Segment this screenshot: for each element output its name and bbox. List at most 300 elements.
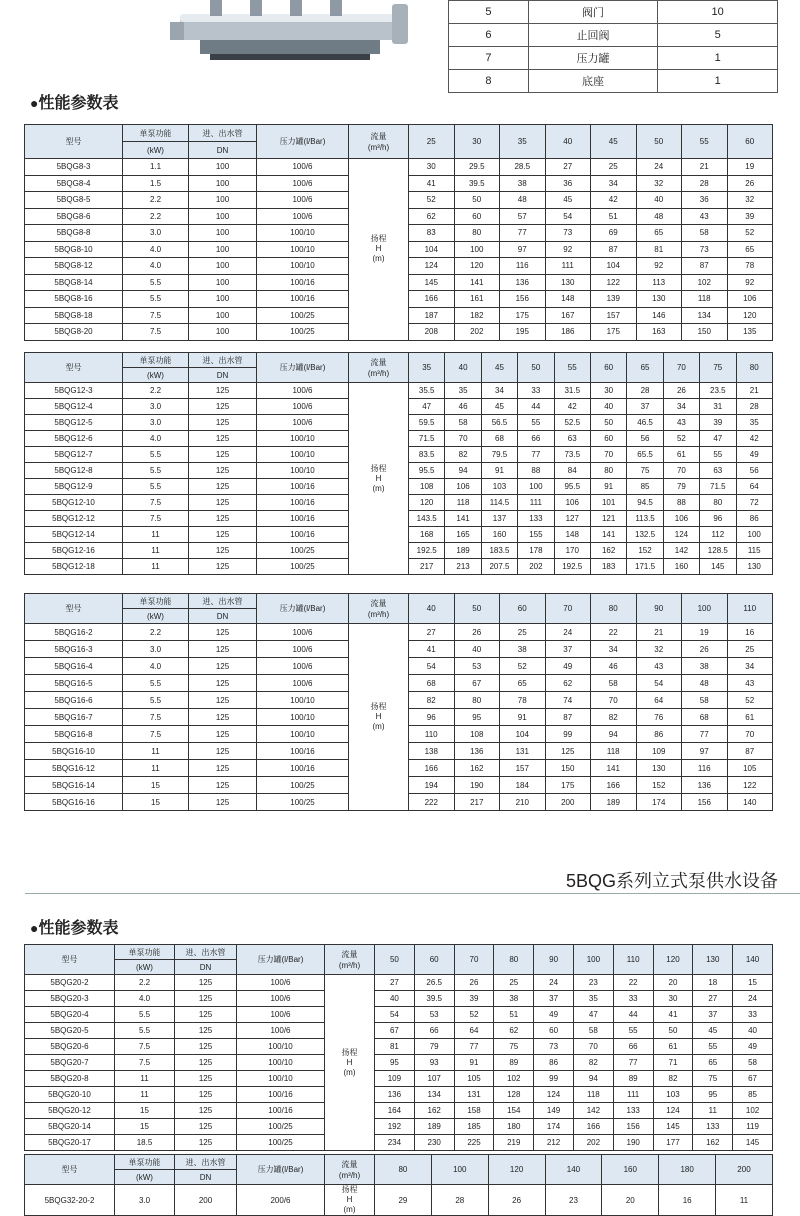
dn-cell: 100 [189, 192, 257, 209]
head-value-cell: 41 [653, 1007, 693, 1023]
head-value-cell: 56 [627, 431, 663, 447]
head-value-cell: 168 [409, 527, 445, 543]
parts-row [449, 70, 778, 93]
head-value-cell: 37 [545, 641, 591, 658]
model-cell: 5BQG20-14 [25, 1119, 115, 1135]
head-value-cell: 43 [727, 675, 773, 692]
head-value-cell: 26 [454, 975, 494, 991]
head-value-cell: 141 [590, 527, 626, 543]
dn-cell: 125 [189, 692, 257, 709]
head-value-cell: 65 [727, 241, 773, 258]
head-value-cell: 80 [700, 495, 736, 511]
table-header-row [25, 945, 773, 960]
head-value-cell: 100 [736, 527, 772, 543]
head-value-cell: 121 [590, 511, 626, 527]
tank-cell: 100/16 [257, 479, 349, 495]
head-value-cell: 148 [554, 527, 590, 543]
head-value-cell: 177 [653, 1135, 693, 1151]
flow-value-header: 120 [653, 945, 693, 975]
head-value-cell: 66 [518, 431, 554, 447]
table-row [25, 991, 773, 1007]
dn-cell: 125 [189, 760, 257, 777]
power-cell: 7.5 [115, 1039, 175, 1055]
head-value-cell: 62 [409, 208, 455, 225]
header-flow-unit: (m³/h) [367, 142, 390, 152]
header-power-unit: (kW) [115, 1170, 175, 1185]
flow-value-header: 75 [700, 353, 736, 383]
flow-value-header: 80 [736, 353, 772, 383]
head-value-cell: 88 [518, 463, 554, 479]
head-value-cell: 45 [693, 1023, 733, 1039]
head-value-cell: 106 [727, 291, 773, 308]
head-value-cell: 118 [682, 291, 728, 308]
head-value-cell: 55 [613, 1023, 653, 1039]
head-value-cell: 46 [591, 658, 637, 675]
head-value-cell: 213 [445, 559, 481, 575]
power-cell: 11 [115, 1071, 175, 1087]
head-label-symbol: H [346, 1057, 353, 1067]
head-value-cell: 73 [534, 1039, 574, 1055]
header-flow [349, 125, 409, 159]
head-value-cell: 26 [727, 175, 773, 192]
head-value-cell: 57 [500, 208, 546, 225]
head-value-cell: 81 [375, 1039, 415, 1055]
head-value-cell: 48 [636, 208, 682, 225]
head-value-cell: 58 [445, 415, 481, 431]
head-value-cell: 70 [445, 431, 481, 447]
parts-cell: 1 [658, 47, 778, 70]
table-row [25, 159, 773, 176]
head-value-cell: 64 [636, 692, 682, 709]
model-cell: 5BQG12-6 [25, 431, 123, 447]
table-row [25, 1007, 773, 1023]
parts-list-table [448, 0, 778, 93]
head-value-cell: 100 [518, 479, 554, 495]
dn-cell: 125 [189, 431, 257, 447]
head-value-cell: 157 [591, 307, 637, 324]
head-value-cell: 28 [431, 1185, 488, 1216]
head-value-cell: 162 [590, 543, 626, 559]
head-value-cell: 58 [591, 675, 637, 692]
header-model: 型号 [25, 353, 123, 383]
head-value-cell: 52 [454, 1007, 494, 1023]
model-cell: 5BQG20-10 [25, 1087, 115, 1103]
tank-cell: 100/16 [257, 495, 349, 511]
table-row [25, 1023, 773, 1039]
head-value-cell: 11 [716, 1185, 773, 1216]
dn-cell: 125 [175, 1023, 237, 1039]
model-cell: 5BQG12-12 [25, 511, 123, 527]
head-value-cell: 175 [591, 324, 637, 341]
tank-cell: 100/10 [257, 692, 349, 709]
head-value-cell: 33 [733, 1007, 773, 1023]
power-cell: 11 [115, 1087, 175, 1103]
tank-cell: 100/6 [257, 641, 349, 658]
head-value-cell: 34 [591, 175, 637, 192]
head-value-cell: 53 [454, 658, 500, 675]
head-value-cell: 26 [454, 624, 500, 641]
head-value-cell: 52 [409, 192, 455, 209]
head-value-cell: 67 [375, 1023, 415, 1039]
head-value-cell: 40 [636, 192, 682, 209]
head-value-cell: 50 [653, 1023, 693, 1039]
head-value-cell: 80 [454, 225, 500, 242]
head-value-cell: 52.5 [554, 415, 590, 431]
dn-cell: 125 [189, 447, 257, 463]
flow-value-header: 70 [663, 353, 699, 383]
flow-value-header: 100 [682, 594, 728, 624]
tank-cell: 100/10 [237, 1039, 325, 1055]
head-value-cell: 189 [445, 543, 481, 559]
power-cell: 11 [123, 527, 189, 543]
model-cell: 5BQG16-7 [25, 709, 123, 726]
head-value-cell: 35 [736, 415, 772, 431]
power-cell: 7.5 [123, 709, 189, 726]
performance-table-5bqg12 [24, 352, 773, 575]
head-value-cell: 25 [500, 624, 546, 641]
head-value-cell: 71 [653, 1055, 693, 1071]
header-power-unit: (kW) [123, 142, 189, 159]
model-cell: 5BQG16-6 [25, 692, 123, 709]
tank-cell: 100/25 [257, 324, 349, 341]
header-flow-unit: (m³/h) [338, 960, 361, 970]
head-value-cell: 68 [682, 709, 728, 726]
head-value-cell: 58 [733, 1055, 773, 1071]
head-value-cell: 38 [500, 175, 546, 192]
head-value-cell: 136 [500, 274, 546, 291]
head-value-cell: 212 [534, 1135, 574, 1151]
head-value-cell: 120 [727, 307, 773, 324]
head-value-cell: 109 [375, 1071, 415, 1087]
head-value-cell: 119 [733, 1119, 773, 1135]
flow-value-header: 160 [602, 1155, 659, 1185]
head-value-cell: 39 [727, 208, 773, 225]
tank-cell: 100/6 [257, 192, 349, 209]
head-value-cell: 55 [700, 447, 736, 463]
head-value-cell: 122 [727, 777, 773, 794]
dn-cell: 125 [189, 383, 257, 399]
model-cell: 5BQG16-4 [25, 658, 123, 675]
head-value-cell: 189 [414, 1119, 454, 1135]
head-value-cell: 43 [663, 415, 699, 431]
head-value-cell: 148 [545, 291, 591, 308]
parts-cell: 8 [449, 70, 529, 93]
power-cell: 15 [115, 1119, 175, 1135]
head-value-cell: 32 [636, 175, 682, 192]
head-value-cell: 210 [500, 794, 546, 811]
head-value-cell: 109 [636, 743, 682, 760]
power-cell: 3.0 [123, 415, 189, 431]
head-value-cell: 133 [613, 1103, 653, 1119]
head-value-cell: 42 [591, 192, 637, 209]
head-value-cell: 53 [414, 1007, 454, 1023]
head-value-cell: 74 [545, 692, 591, 709]
header-tank: 压力罐(l/Bar) [237, 1155, 325, 1185]
flow-value-header: 45 [591, 125, 637, 159]
head-value-cell: 34 [591, 641, 637, 658]
parts-row [449, 1, 778, 24]
head-value-cell: 101 [590, 495, 626, 511]
head-value-cell: 52 [500, 658, 546, 675]
head-value-cell: 134 [414, 1087, 454, 1103]
head-value-cell: 146 [636, 307, 682, 324]
header-flow-label: 流量 [370, 357, 387, 367]
model-cell: 5BQG12-18 [25, 559, 123, 575]
head-value-cell: 24 [733, 991, 773, 1007]
head-value-cell: 133 [518, 511, 554, 527]
table-row [25, 1185, 773, 1216]
header-pipe: 进、出水管 [189, 353, 257, 368]
head-label-unit: (m) [372, 254, 385, 264]
head-value-cell: 162 [693, 1135, 733, 1151]
head-value-cell: 230 [414, 1135, 454, 1151]
head-value-cell: 22 [613, 975, 653, 991]
header-model: 型号 [25, 1155, 115, 1185]
dn-cell: 100 [189, 324, 257, 341]
dn-cell: 125 [175, 975, 237, 991]
tank-cell: 100/25 [237, 1135, 325, 1151]
flow-value-header: 140 [545, 1155, 602, 1185]
model-cell: 5BQG12-3 [25, 383, 123, 399]
table-header-row [25, 353, 773, 368]
head-value-cell: 94 [591, 726, 637, 743]
power-cell: 3.0 [123, 641, 189, 658]
header-power: 单泵功能 [115, 945, 175, 960]
head-value-cell: 157 [500, 760, 546, 777]
head-value-cell: 76 [636, 709, 682, 726]
head-value-cell: 174 [636, 794, 682, 811]
dn-cell: 125 [175, 1007, 237, 1023]
head-value-cell: 192.5 [409, 543, 445, 559]
head-value-cell: 217 [409, 559, 445, 575]
head-value-cell: 160 [663, 559, 699, 575]
head-value-cell: 125 [545, 743, 591, 760]
tank-cell: 100/6 [257, 415, 349, 431]
table-row [25, 1071, 773, 1087]
divider [25, 893, 800, 894]
dn-cell: 125 [189, 794, 257, 811]
head-value-cell: 166 [409, 760, 455, 777]
head-value-cell: 91 [590, 479, 626, 495]
head-value-cell: 70 [727, 726, 773, 743]
table-row [25, 1119, 773, 1135]
header-pipe-unit: DN [175, 960, 237, 975]
head-value-cell: 31.5 [554, 383, 590, 399]
head-value-cell: 137 [481, 511, 517, 527]
head-value-cell: 55 [518, 415, 554, 431]
header-flow-unit: (m³/h) [367, 609, 390, 619]
head-value-cell: 95.5 [554, 479, 590, 495]
head-value-cell: 100 [454, 241, 500, 258]
head-value-cell: 96 [700, 511, 736, 527]
head-value-cell: 89 [494, 1055, 534, 1071]
head-value-cell: 65 [636, 225, 682, 242]
head-value-cell: 28 [682, 175, 728, 192]
head-value-cell: 164 [375, 1103, 415, 1119]
head-value-cell: 83.5 [409, 447, 445, 463]
head-value-cell: 192 [375, 1119, 415, 1135]
flow-value-header: 100 [573, 945, 613, 975]
head-value-cell: 163 [636, 324, 682, 341]
head-label-text: 扬程 [341, 1185, 358, 1194]
tank-cell: 100/10 [257, 258, 349, 275]
head-value-cell: 28 [627, 383, 663, 399]
head-value-cell: 115 [736, 543, 772, 559]
model-cell: 5BQG20-8 [25, 1071, 115, 1087]
power-cell: 7.5 [123, 511, 189, 527]
table-row [25, 975, 773, 991]
power-cell: 2.2 [115, 975, 175, 991]
dn-cell: 125 [175, 991, 237, 1007]
head-value-cell: 50 [590, 415, 626, 431]
head-value-cell: 160 [481, 527, 517, 543]
header-pipe: 进、出水管 [175, 945, 237, 960]
head-value-cell: 185 [454, 1119, 494, 1135]
model-cell: 5BQG8-8 [25, 225, 123, 242]
power-cell: 5.5 [123, 291, 189, 308]
head-value-cell: 165 [445, 527, 481, 543]
head-value-cell: 26 [682, 641, 728, 658]
head-value-cell: 60 [534, 1023, 574, 1039]
head-value-cell: 48 [682, 675, 728, 692]
head-value-cell: 95 [454, 709, 500, 726]
head-value-cell: 94 [573, 1071, 613, 1087]
head-value-cell: 44 [613, 1007, 653, 1023]
parts-cell: 阀门 [528, 1, 658, 24]
head-value-cell: 49 [534, 1007, 574, 1023]
head-value-cell: 155 [518, 527, 554, 543]
power-cell: 7.5 [115, 1055, 175, 1071]
head-value-cell: 70 [663, 463, 699, 479]
head-value-cell: 97 [500, 241, 546, 258]
head-value-cell: 180 [494, 1119, 534, 1135]
head-value-cell: 108 [454, 726, 500, 743]
head-value-cell: 27 [375, 975, 415, 991]
head-value-cell: 149 [534, 1103, 574, 1119]
head-value-cell: 37 [534, 991, 574, 1007]
tank-cell: 100/16 [237, 1103, 325, 1119]
flow-value-header: 80 [591, 594, 637, 624]
head-label-symbol: H [375, 712, 382, 721]
model-cell: 5BQG12-9 [25, 479, 123, 495]
head-value-cell: 104 [409, 241, 455, 258]
power-cell: 3.0 [123, 225, 189, 242]
model-cell: 5BQG16-10 [25, 743, 123, 760]
flow-value-header: 110 [613, 945, 653, 975]
head-value-cell: 118 [445, 495, 481, 511]
head-value-cell: 87 [591, 241, 637, 258]
head-value-cell: 32 [636, 641, 682, 658]
head-value-cell: 47 [409, 399, 445, 415]
dn-cell: 125 [175, 1071, 237, 1087]
head-value-cell: 27 [409, 624, 455, 641]
head-value-cell: 161 [454, 291, 500, 308]
tank-cell: 100/16 [237, 1087, 325, 1103]
tank-cell: 100/10 [257, 709, 349, 726]
model-cell: 5BQG20-2 [25, 975, 115, 991]
head-value-cell: 46.5 [627, 415, 663, 431]
head-value-cell: 65 [500, 675, 546, 692]
head-label-unit: (m) [372, 483, 385, 493]
model-cell: 5BQG20-5 [25, 1023, 115, 1039]
head-value-cell: 103 [481, 479, 517, 495]
header-pipe: 进、出水管 [175, 1155, 237, 1170]
head-value-cell: 113 [636, 274, 682, 291]
tank-cell: 100/25 [257, 794, 349, 811]
head-value-cell: 139 [591, 291, 637, 308]
head-value-cell: 189 [591, 794, 637, 811]
head-value-cell: 24 [534, 975, 574, 991]
head-value-cell: 73.5 [554, 447, 590, 463]
head-value-cell: 38 [500, 641, 546, 658]
head-value-cell: 64 [454, 1023, 494, 1039]
head-value-cell: 154 [494, 1103, 534, 1119]
head-value-cell: 95 [693, 1087, 733, 1103]
power-cell: 5.5 [115, 1007, 175, 1023]
head-value-cell: 124 [653, 1103, 693, 1119]
page-headline: 5BQG系列立式泵供水设备 [565, 871, 778, 891]
head-label [349, 624, 409, 811]
model-cell: 5BQG8-14 [25, 274, 123, 291]
head-value-cell: 162 [454, 760, 500, 777]
head-value-cell: 141 [454, 274, 500, 291]
head-value-cell: 70 [591, 692, 637, 709]
head-value-cell: 183.5 [481, 543, 517, 559]
head-value-cell: 133 [693, 1119, 733, 1135]
head-value-cell: 39.5 [454, 175, 500, 192]
header-flow [325, 1155, 375, 1185]
head-label-unit: (m) [343, 1067, 356, 1077]
head-value-cell: 60 [454, 208, 500, 225]
power-cell: 1.1 [123, 159, 189, 176]
table-row [25, 1055, 773, 1071]
head-value-cell: 21 [682, 159, 728, 176]
parts-cell: 5 [658, 24, 778, 47]
tank-cell: 100/10 [257, 225, 349, 242]
header-tank: 压力罐(l/Bar) [257, 594, 349, 624]
head-value-cell: 102 [682, 274, 728, 291]
power-cell: 3.0 [123, 399, 189, 415]
head-value-cell: 208 [409, 324, 455, 341]
dn-cell: 125 [189, 511, 257, 527]
head-value-cell: 222 [409, 794, 455, 811]
head-value-cell: 22 [591, 624, 637, 641]
head-value-cell: 92 [727, 274, 773, 291]
head-value-cell: 111 [545, 258, 591, 275]
table-row [25, 1087, 773, 1103]
dn-cell: 100 [189, 225, 257, 242]
head-value-cell: 194 [409, 777, 455, 794]
power-cell: 5.5 [115, 1023, 175, 1039]
flow-value-header: 120 [488, 1155, 545, 1185]
tank-cell: 100/16 [257, 760, 349, 777]
head-value-cell: 79.5 [481, 447, 517, 463]
tank-cell: 100/16 [257, 527, 349, 543]
tank-cell: 100/6 [257, 159, 349, 176]
dn-cell: 125 [189, 675, 257, 692]
head-value-cell: 142 [573, 1103, 613, 1119]
head-value-cell: 33 [613, 991, 653, 1007]
model-cell: 5BQG20-3 [25, 991, 115, 1007]
model-cell: 5BQG20-7 [25, 1055, 115, 1071]
flow-value-header: 30 [454, 125, 500, 159]
flow-value-header: 70 [454, 945, 494, 975]
tank-cell: 100/25 [257, 559, 349, 575]
dn-cell: 125 [189, 726, 257, 743]
header-pipe: 进、出水管 [189, 594, 257, 609]
head-value-cell: 73 [682, 241, 728, 258]
model-cell: 5BQG12-5 [25, 415, 123, 431]
